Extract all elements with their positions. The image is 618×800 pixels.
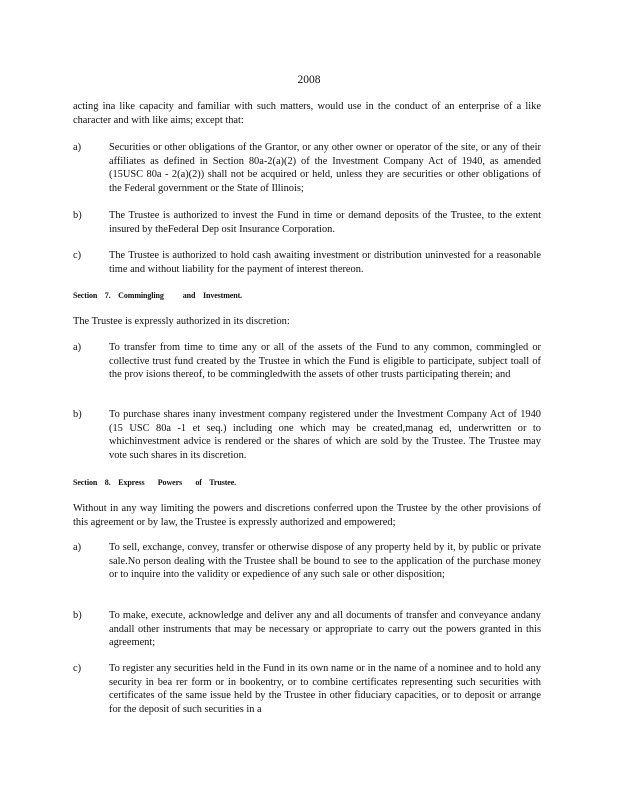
item-label: b) <box>73 610 82 621</box>
item-text: To purchase shares inany investment company registered under the Investment Company Act of 1940 (15 USC 80a -1 et seq.) including one which may be created,manag ed, underwritten or to whichinvestment advice is rendered or the shares of which are sold by the Trustee. The Trustee may vote such shares in its discretion. <box>109 409 541 461</box>
item-text: To sell, exchange, convey, transfer or otherwise dispose of any property held by it, by public or private sale.No person dealing with the Trustee shall be bound to see to the application of the purchase money or to inquire into the validity or expedience of any such sale or other disposition; <box>109 542 541 581</box>
item-text: The Trustee is authorized to hold cash awaiting investment or distribution uninvested for a reasonable time and without liability for the payment of interest thereon. <box>109 250 541 275</box>
item-text: Securities or other obligations of the Grantor, or any other owner or operator of the site, or any of their affiliates as defined in Section 80a-2(a)(2) of the Investment Company Act of 1940, as amended (15USC 80a - 2(a)(2)) shall not be acquired or held, unless they are securities or other obligations of the Federal government or the State of Illinois; <box>109 142 541 194</box>
item-label: a) <box>73 542 82 553</box>
section-heading: Section 8. Express Powers of Trustee. <box>73 478 237 487</box>
list-item <box>73 541 541 582</box>
item-label: b) <box>73 210 82 221</box>
list-item <box>73 609 541 650</box>
intro-paragraph: acting ina like capacity and familiar with such matters, would use in the conduct of an enterprise of a like character and with like aims; except that: <box>73 101 541 126</box>
list-item <box>73 209 541 236</box>
list-item <box>73 341 541 382</box>
list-item <box>73 662 541 716</box>
item-label: a) <box>73 342 82 353</box>
page-number: 2008 <box>297 74 321 86</box>
item-label: c) <box>73 663 82 674</box>
item-label: b) <box>73 409 82 420</box>
item-text: To transfer from time to time any or all of the assets of the Fund to any common, commingled or collective trust fund created by the Trustee in which the Fund is eligible to participate, subject toall of the prov isions thereof, to be commingledwith the assets of other trusts participating therein; and <box>109 342 541 381</box>
section-intro: Without in any way limiting the powers and discretions conferred upon the Trustee by the other provisions of this agreement or by law, the Trustee is expressly authorized and empowered; <box>73 503 541 528</box>
section-intro: The Trustee is expressly authorized in its discretion: <box>73 316 290 327</box>
list-item <box>73 141 541 195</box>
item-text: To register any securities held in the Fund in its own name or in the name of a nominee and to hold any security in bea rer form or in bookentry, or to combine certificates representing such securities with certificates of the same issue held by the Trustee in other fiduciary capacities, or to deposit or arrange for the deposit of such securities in a <box>109 663 541 715</box>
item-text: To make, execute, acknowledge and deliver any and all documents of transfer and conveyance andany andall other instruments that may be necessary or appropriate to carry out the powers granted in this agreement; <box>109 610 541 649</box>
list-item <box>73 408 541 462</box>
section-heading: Section 7. Commingling and Investment. <box>73 291 243 300</box>
item-label: a) <box>73 142 82 153</box>
item-text: The Trustee is authorized to invest the Fund in time or demand deposits of the Trustee, to the extent insured by theFederal Dep osit Insurance Corporation. <box>109 210 541 235</box>
item-label: c) <box>73 250 82 261</box>
list-item <box>73 249 541 276</box>
